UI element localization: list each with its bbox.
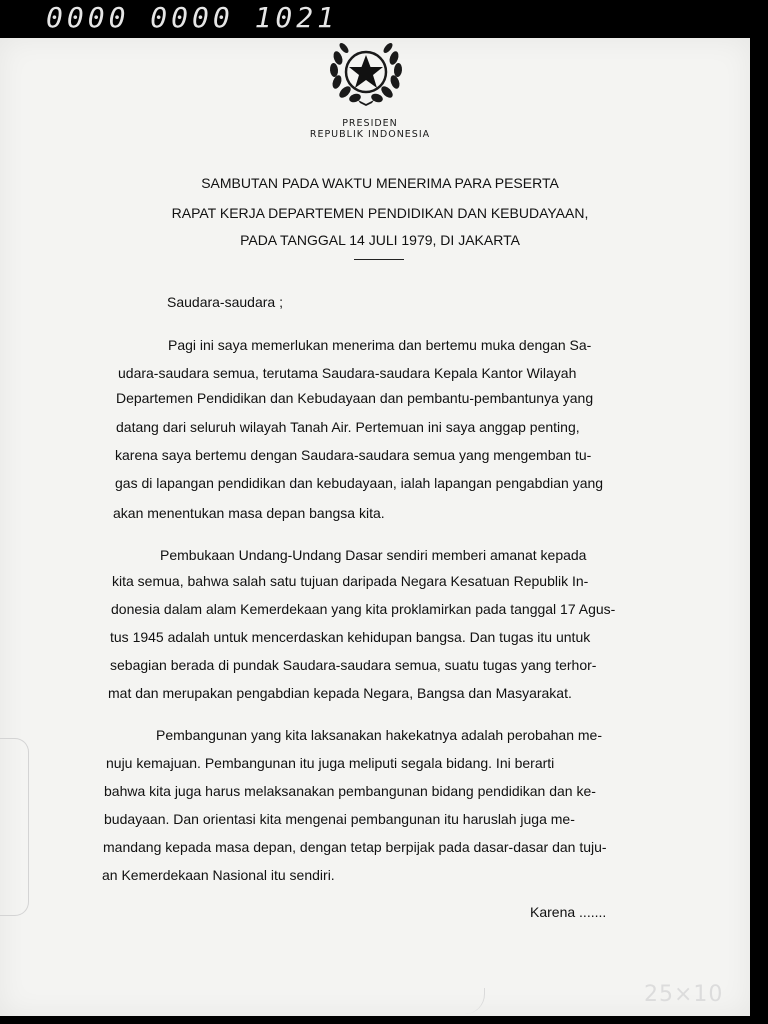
paragraph-line: tus 1945 adalah untuk mencerdaskan kehidupan bangsa. Dan tugas itu untuk <box>110 629 591 645</box>
paragraph-line: Pembukaan Undang-Undang Dasar sendiri memberi amanat kepada <box>160 547 587 563</box>
paragraph-line: mat dan merupakan pengabdian kepada Negara, Bangsa dan Masyarakat. <box>108 685 572 701</box>
paragraph-line: udara-saudara semua, terutama Saudara-saudara Kepala Kantor Wilayah <box>118 365 577 381</box>
title-underline <box>354 259 404 260</box>
paragraph-line: budayaan. Dan orientasi kita mengenai pembangunan itu haruslah juga me- <box>104 811 575 827</box>
letterhead-title: PRESIDEN <box>342 118 398 129</box>
paragraph-line: datang dari seluruh wilayah Tanah Air. Pertemuan ini saya anggap penting, <box>116 419 580 435</box>
document-page <box>0 38 750 1016</box>
letterhead-subtitle: REPUBLIK INDONESIA <box>309 129 431 140</box>
document-title-line: SAMBUTAN PADA WAKTU MENERIMA PARA PESERTA <box>201 175 559 191</box>
paragraph-line: nuju kemajuan. Pembangunan itu juga meliputi segala bidang. Ini berarti <box>106 755 555 771</box>
document-title-line: RAPAT KERJA DEPARTEMEN PENDIDIKAN DAN KEBUDAYAAN, <box>171 205 589 221</box>
paper-fold-mark <box>440 988 485 1014</box>
page-edge-shadow <box>0 738 29 916</box>
star-wreath-icon <box>324 38 408 106</box>
paragraph-line: Pembangunan yang kita laksanakan hakekatnya adalah perobahan me- <box>156 727 602 743</box>
paragraph-line: Pagi ini saya memerlukan menerima dan bertemu muka dengan Sa- <box>168 337 592 353</box>
paragraph-line: gas di lapangan pendidikan dan kebudayaan, ialah lapangan pengabdian yang <box>115 475 604 491</box>
reduction-ratio-watermark: 25×10 <box>644 982 724 1007</box>
paragraph-line: sebagian berada di pundak Saudara-saudara semua, suatu tugas yang terhor- <box>110 657 597 673</box>
frame-number: 0000 0000 1021 <box>46 1 339 34</box>
paragraph-line: karena saya bertemu dengan Saudara-saudara semua yang mengemban tu- <box>115 447 592 463</box>
paragraph-line: donesia dalam alam Kemerdekaan yang kita proklamirkan pada tanggal 17 Agus- <box>111 601 616 617</box>
paragraph-line: mandang kepada masa depan, dengan tetap berpijak pada dasar-dasar dan tuju- <box>103 839 607 855</box>
salutation: Saudara-saudara ; <box>167 294 283 310</box>
paragraph-line: bahwa kita juga harus melaksanakan pembangunan bidang pendidikan dan ke- <box>104 783 596 799</box>
paragraph-line: kita semua, bahwa salah satu tujuan daripada Negara Kesatuan Republik In- <box>112 573 589 589</box>
document-title-line: PADA TANGGAL 14 JULI 1979, DI JAKARTA <box>240 232 520 248</box>
continuation-text: Karena ....... <box>530 904 607 920</box>
paragraph-line: akan menentukan masa depan bangsa kita. <box>113 505 385 521</box>
paragraph-line: an Kemerdekaan Nasional itu sendiri. <box>102 867 335 883</box>
paragraph-line: Departemen Pendidikan dan Kebudayaan dan pembantu-pembantunya yang <box>116 390 594 406</box>
